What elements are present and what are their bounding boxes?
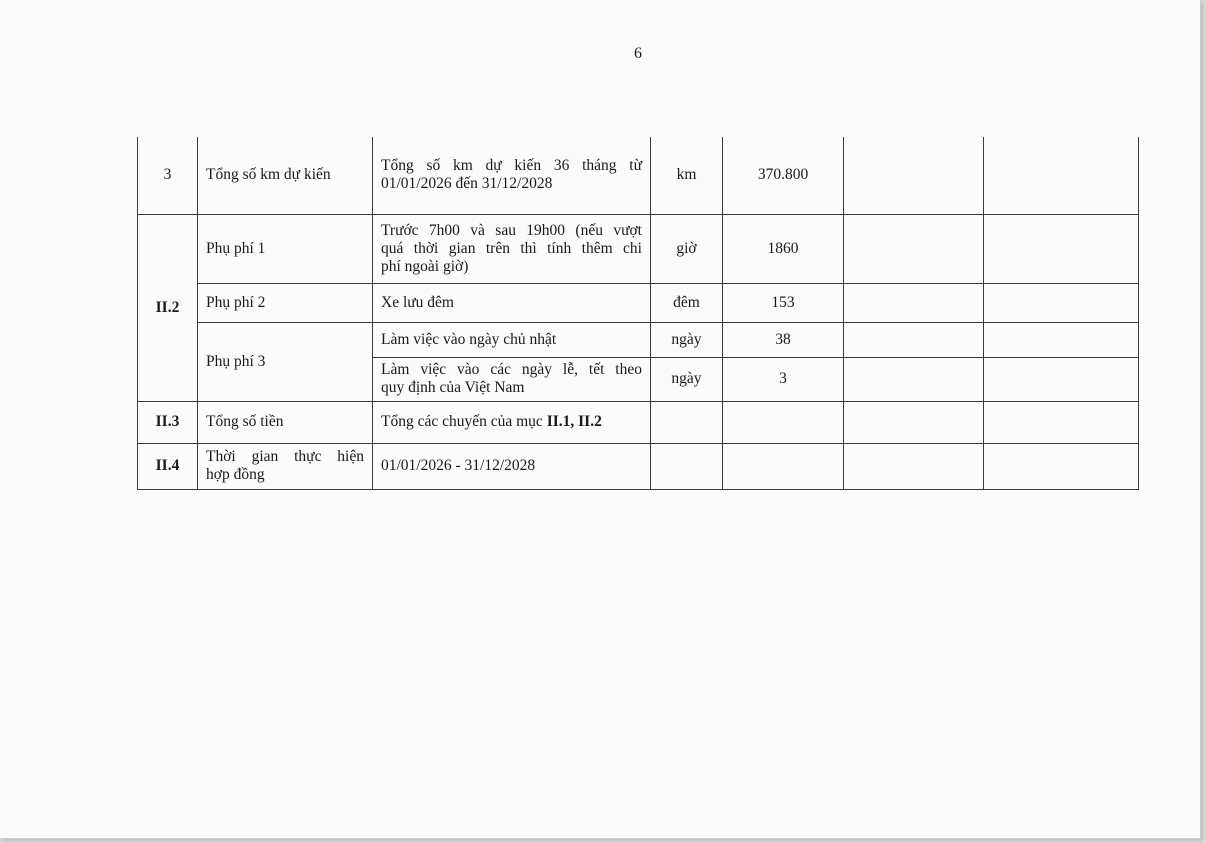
empty-cell: [844, 443, 984, 489]
description-line: 01/01/2026 đến 31/12/2028: [381, 175, 553, 193]
empty-cell: [844, 137, 984, 214]
cost-table: [137, 137, 1139, 490]
empty-cell: [984, 283, 1139, 322]
description-line: Làm việc vào các ngày lễ, tết theo: [381, 361, 642, 378]
unit-cell: đêm: [651, 283, 723, 322]
description-cell: [373, 401, 651, 443]
empty-cell: [844, 401, 984, 443]
empty-cell: [984, 137, 1139, 214]
empty-cell: [844, 322, 984, 357]
section-number-cell: II.2: [138, 214, 198, 401]
item-name-cell: Phụ phí 3: [198, 322, 373, 401]
description-line: quy định của Việt Nam: [381, 379, 525, 396]
cost-table-wrapper: [137, 137, 1139, 490]
item-name-cell: [198, 443, 373, 489]
item-name-line: hợp đồng: [206, 466, 265, 483]
empty-cell: [984, 443, 1139, 489]
section-reference: II.1, II.2: [546, 413, 602, 430]
description-line: quá thời gian trên thì tính thêm chi: [381, 239, 642, 257]
empty-cell: [984, 401, 1139, 443]
section-number-cell: II.3: [138, 401, 198, 443]
item-name-cell: Phụ phí 2: [198, 283, 373, 322]
unit-cell: ngày: [651, 357, 723, 401]
empty-cell: [984, 322, 1139, 357]
empty-cell: [651, 401, 723, 443]
quantity-cell: 3: [723, 357, 844, 401]
empty-cell: [844, 283, 984, 322]
quantity-cell: 1860: [723, 214, 844, 283]
description-cell: [373, 357, 651, 401]
empty-cell: [984, 214, 1139, 283]
table-row: [138, 443, 1139, 489]
description-cell: [373, 214, 651, 283]
unit-cell: giờ: [651, 214, 723, 283]
empty-cell: [984, 357, 1139, 401]
description-text: Tổng các chuyến của mục: [381, 413, 547, 430]
quantity-cell: 153: [723, 283, 844, 322]
empty-cell: [723, 443, 844, 489]
table-row: [138, 401, 1139, 443]
empty-cell: [844, 214, 984, 283]
description-cell: [373, 137, 651, 214]
table-row: [138, 322, 1139, 357]
quantity-cell: 370.800: [723, 137, 844, 214]
table-row: [138, 137, 1139, 214]
description-cell: Làm việc vào ngày chủ nhật: [373, 322, 651, 357]
description-line: Trước 7h00 và sau 19h00 (nếu vượt: [381, 221, 642, 239]
empty-cell: [844, 357, 984, 401]
item-name-line: Thời gian thực hiện: [206, 448, 364, 465]
quantity-cell: 38: [723, 322, 844, 357]
item-name-cell: Phụ phí 1: [198, 214, 373, 283]
unit-cell: ngày: [651, 322, 723, 357]
page-number: 6: [634, 45, 642, 62]
item-name-cell: Tổng số km dự kiến: [198, 137, 373, 214]
description-line: phí ngoài giờ): [381, 257, 469, 275]
empty-cell: [723, 401, 844, 443]
row-number-cell: 3: [138, 137, 198, 214]
description-cell: Xe lưu đêm: [373, 283, 651, 322]
item-name-cell: Tổng số tiền: [198, 401, 373, 443]
table-row: [138, 283, 1139, 322]
unit-cell: km: [651, 137, 723, 214]
description-cell: 01/01/2026 - 31/12/2028: [373, 443, 651, 489]
description-line: Tổng số km dự kiến 36 tháng từ: [381, 157, 642, 175]
empty-cell: [651, 443, 723, 489]
table-row: [138, 214, 1139, 283]
section-number-cell: II.4: [138, 443, 198, 489]
